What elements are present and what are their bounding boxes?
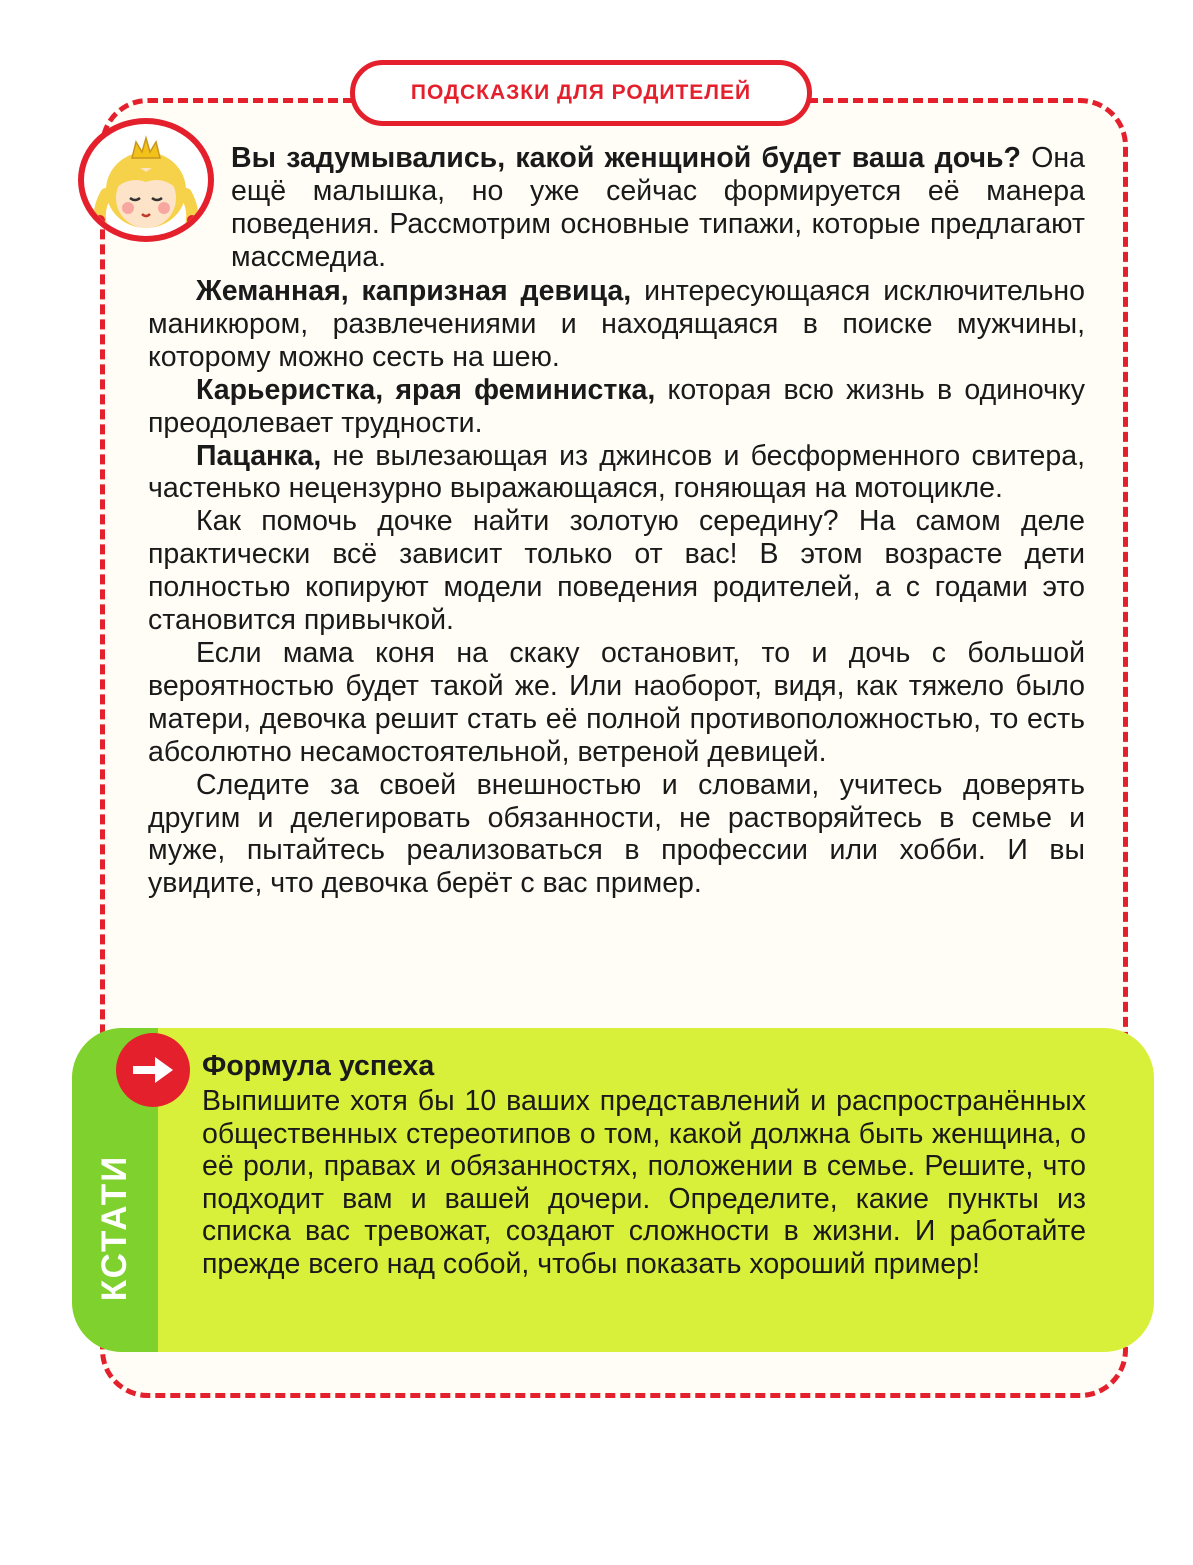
section-title — [350, 60, 812, 126]
section-title-text: ПОДСКАЗКИ ДЛЯ РОДИТЕЛЕЙ — [410, 81, 752, 104]
type-bold-label: Жеманная, капризная девица, — [196, 275, 632, 307]
arrow-right-icon — [116, 1033, 190, 1107]
main-text-block — [148, 275, 1085, 900]
body-paragraph: Если мама коня на скаку остановит, то и дочь с большой вероятностью будет такой же. Или наоборот, видя, как тяжело было матери, девочка решит стать её полной противоположностью, то есть абсолютно несамостоятельной, ветреной девицей. — [148, 636, 1085, 768]
intro-question: Вы задумывались, какой женщиной будет ваша дочь? — [231, 142, 1021, 174]
intro-text: Она ещё малышка, но уже сейчас формируется её манера поведения. Рассмотрим основные типажи, которые предлагают массмедиа. — [231, 142, 1086, 273]
girl-avatar-illustration — [84, 124, 208, 236]
intro-block — [231, 142, 1085, 274]
type-bold-label: Карьеристка, ярая феминистка, — [196, 373, 656, 406]
note-body: Выпишите хотя бы 10 ваших представлений и распространённых общественных стереотипов о том, какой должна быть женщина, о её роли, правах и обязанностях, положении в семье. Решите, что подходит вам и вашей дочери. Определите, какие пункты из списка вас тревожат, создают сложности в жизни. И работайте прежде всего над собой, чтобы показать хороший пример! — [202, 1085, 1086, 1280]
body-paragraph: Как помочь дочке найти золотую середину? На самом деле практически всё зависит только от вас! В этом возрасте дети полностью копируют модели поведения родителей, а с годами это становится привычкой. — [148, 505, 1085, 637]
type-description: не вылезающая из джинсов и бесформенного свитера, частенько нецензурно выражающаяся, гоняющая на мотоцикле. — [148, 439, 1085, 505]
arrow-right-glyph — [131, 1054, 175, 1086]
girl-with-crown-icon — [78, 118, 214, 242]
type-bold-label: Пацанка, — [196, 439, 322, 472]
intro-paragraph — [231, 142, 1085, 274]
note-side-label: КСТАТИ — [95, 1154, 134, 1302]
type-paragraph — [148, 440, 1085, 506]
type-paragraph — [148, 374, 1085, 440]
body-paragraph: Следите за своей внешностью и словами, учитесь доверять другим и делегировать обязанности, не растворяйтесь в семье и муже, пытайтесь реализоваться в профессии или хобби. И вы увидите, что девочка берёт с вас пример. — [148, 768, 1085, 900]
type-description: интересующаяся исключительно маникюром, развлечениями и находящаяся в поиске мужчины, которому можно сесть на шею. — [148, 275, 1085, 373]
note-title: Формула успеха — [202, 1050, 435, 1082]
type-description: которая всю жизнь в одиночку преодолевает трудности. — [148, 373, 1085, 439]
type-paragraph — [148, 275, 1085, 374]
